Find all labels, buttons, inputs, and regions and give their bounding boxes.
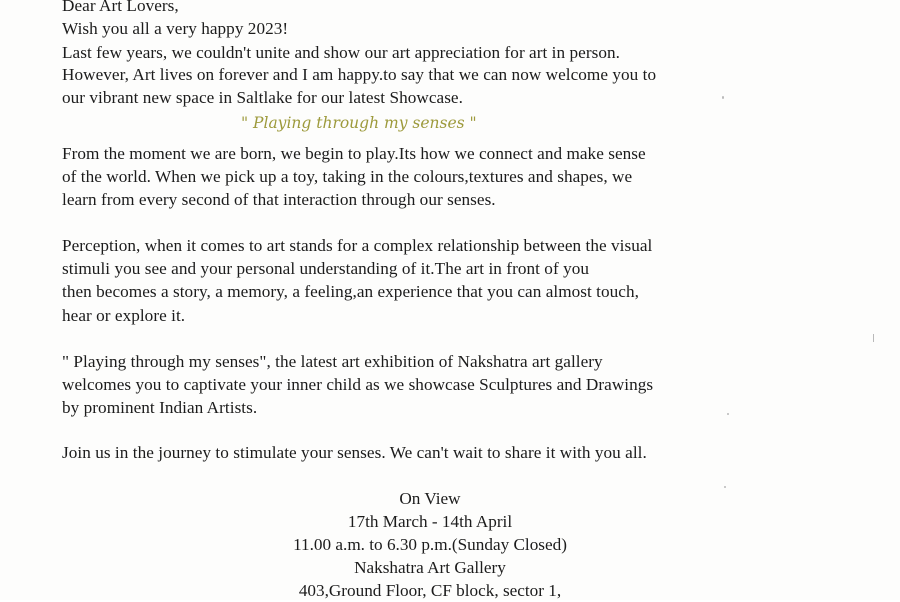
paragraph-line: then becomes a story, a memory, a feeling,an experience that you can almost touch, xyxy=(62,282,639,301)
paragraph-line: of the world. When we pick up a toy, taking in the colours,textures and shapes, we xyxy=(62,167,633,186)
paragraph-line: " Playing through my senses", the latest art exhibition of Nakshatra art gallery xyxy=(62,352,603,371)
paper-speck xyxy=(722,96,724,99)
paragraph-line: welcomes you to captivate your inner child as we showcase Sculptures and Drawings xyxy=(62,375,654,394)
details-heading: On View xyxy=(399,489,461,508)
paragraph-line: hear or explore it. xyxy=(62,306,186,325)
paragraph-line: stimuli you see and your personal understanding of it.The art in front of you xyxy=(62,259,590,278)
paragraph-line: Perception, when it comes to art stands for a complex relationship between the visual xyxy=(62,236,653,255)
salutation: Dear Art Lovers, xyxy=(62,0,179,15)
paper-speck xyxy=(727,413,729,415)
details-dates: 17th March - 14th April xyxy=(347,512,513,531)
intro-line: Last few years, we couldn't unite and show our art appreciation for art in person. xyxy=(62,43,620,62)
paper-speck xyxy=(873,334,874,342)
closing-line: Join us in the journey to stimulate your senses. We can't wait to share it with you all. xyxy=(62,443,647,462)
details-venue: Nakshatra Art Gallery xyxy=(354,558,506,577)
paragraph-line: by prominent Indian Artists. xyxy=(62,398,258,417)
paragraph-line: From the moment we are born, we begin to play.Its how we connect and make sense xyxy=(62,144,646,163)
greeting: Wish you all a very happy 2023! xyxy=(62,19,289,38)
details-hours: 11.00 a.m. to 6.30 p.m.(Sunday Closed) xyxy=(293,535,567,554)
exhibition-title: " Playing through my senses " xyxy=(241,114,477,132)
paper-speck xyxy=(724,486,726,488)
paragraph-line: learn from every second of that interaction through our senses. xyxy=(62,190,496,209)
intro-line: However, Art lives on forever and I am happy.to say that we can now welcome you to xyxy=(62,65,657,84)
intro-line: our vibrant new space in Saltlake for our latest Showcase. xyxy=(62,88,463,107)
details-address: 403,Ground Floor, CF block, sector 1, xyxy=(298,581,562,600)
